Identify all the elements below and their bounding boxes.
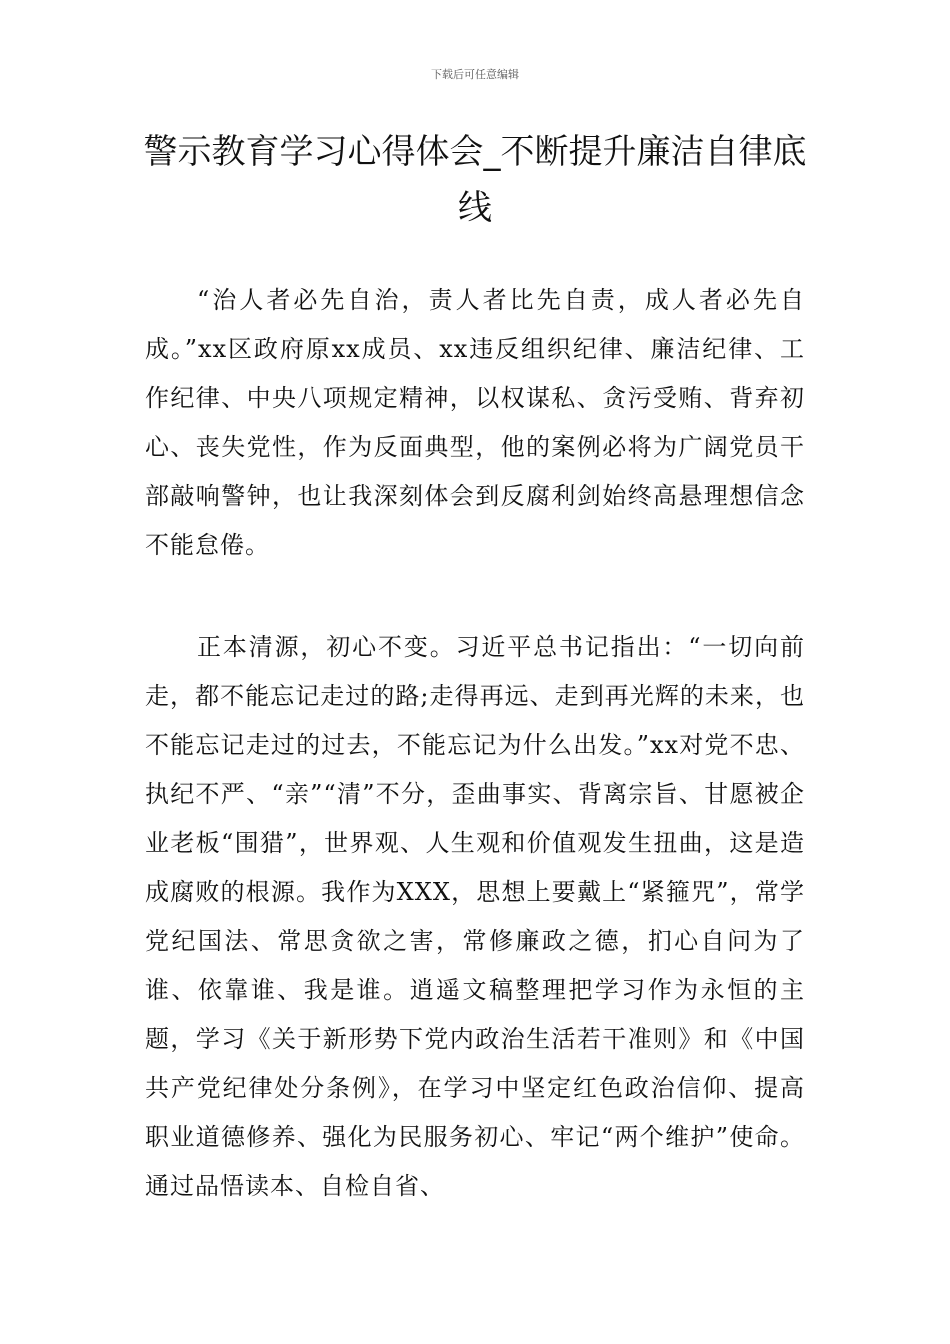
body-paragraph-2: 正本清源，初心不变。习近平总书记指出：“一切向前走，都不能忘记走过的路;走得再远、走到再光辉的未来，也不能忘记走过的过去，不能忘记为什么出发。”xx对党不忠、执纪不严、“亲”“清”不分，歪曲事实、背离宗旨、甘愿被企业老板“围猎”，世界观、人生观和价值观发生扭曲，这是造成腐败的根源。我作为XXX，思想上要戴上“紧箍咒”，常学党纪国法、常思贪欲之害，常修廉政之德，扪心自问为了谁、依靠谁、我是谁。逍遥文稿整理把学习作为永恒的主题，学习《关于新形势下党内政治生活若干准则》和《中国共产党纪律处分条例》，在学习中坚定红色政治信仰、提高职业道德修养、强化为民服务初心、牢记“两个维护”使命。通过品悟读本、自检自省、	[145, 633, 805, 1200]
header-note: 下载后可任意编辑	[431, 68, 519, 81]
body-paragraph-1: “治人者必先自治，责人者比先自责，成人者必先自成。”xx区政府原xx成员、xx违反组织纪律、廉洁纪律、工作纪律、中央八项规定精神，以权谋私、贪污受贿、背弃初心、丧失党性，作为反面典型，他的案例必将为广阔党员干部敲响警钟，也让我深刻体会到反腐利剑始终高悬理想信念不能怠倦。	[145, 286, 805, 559]
document-title: 警示教育学习心得体会_不断提升廉洁自律底线	[143, 132, 807, 228]
